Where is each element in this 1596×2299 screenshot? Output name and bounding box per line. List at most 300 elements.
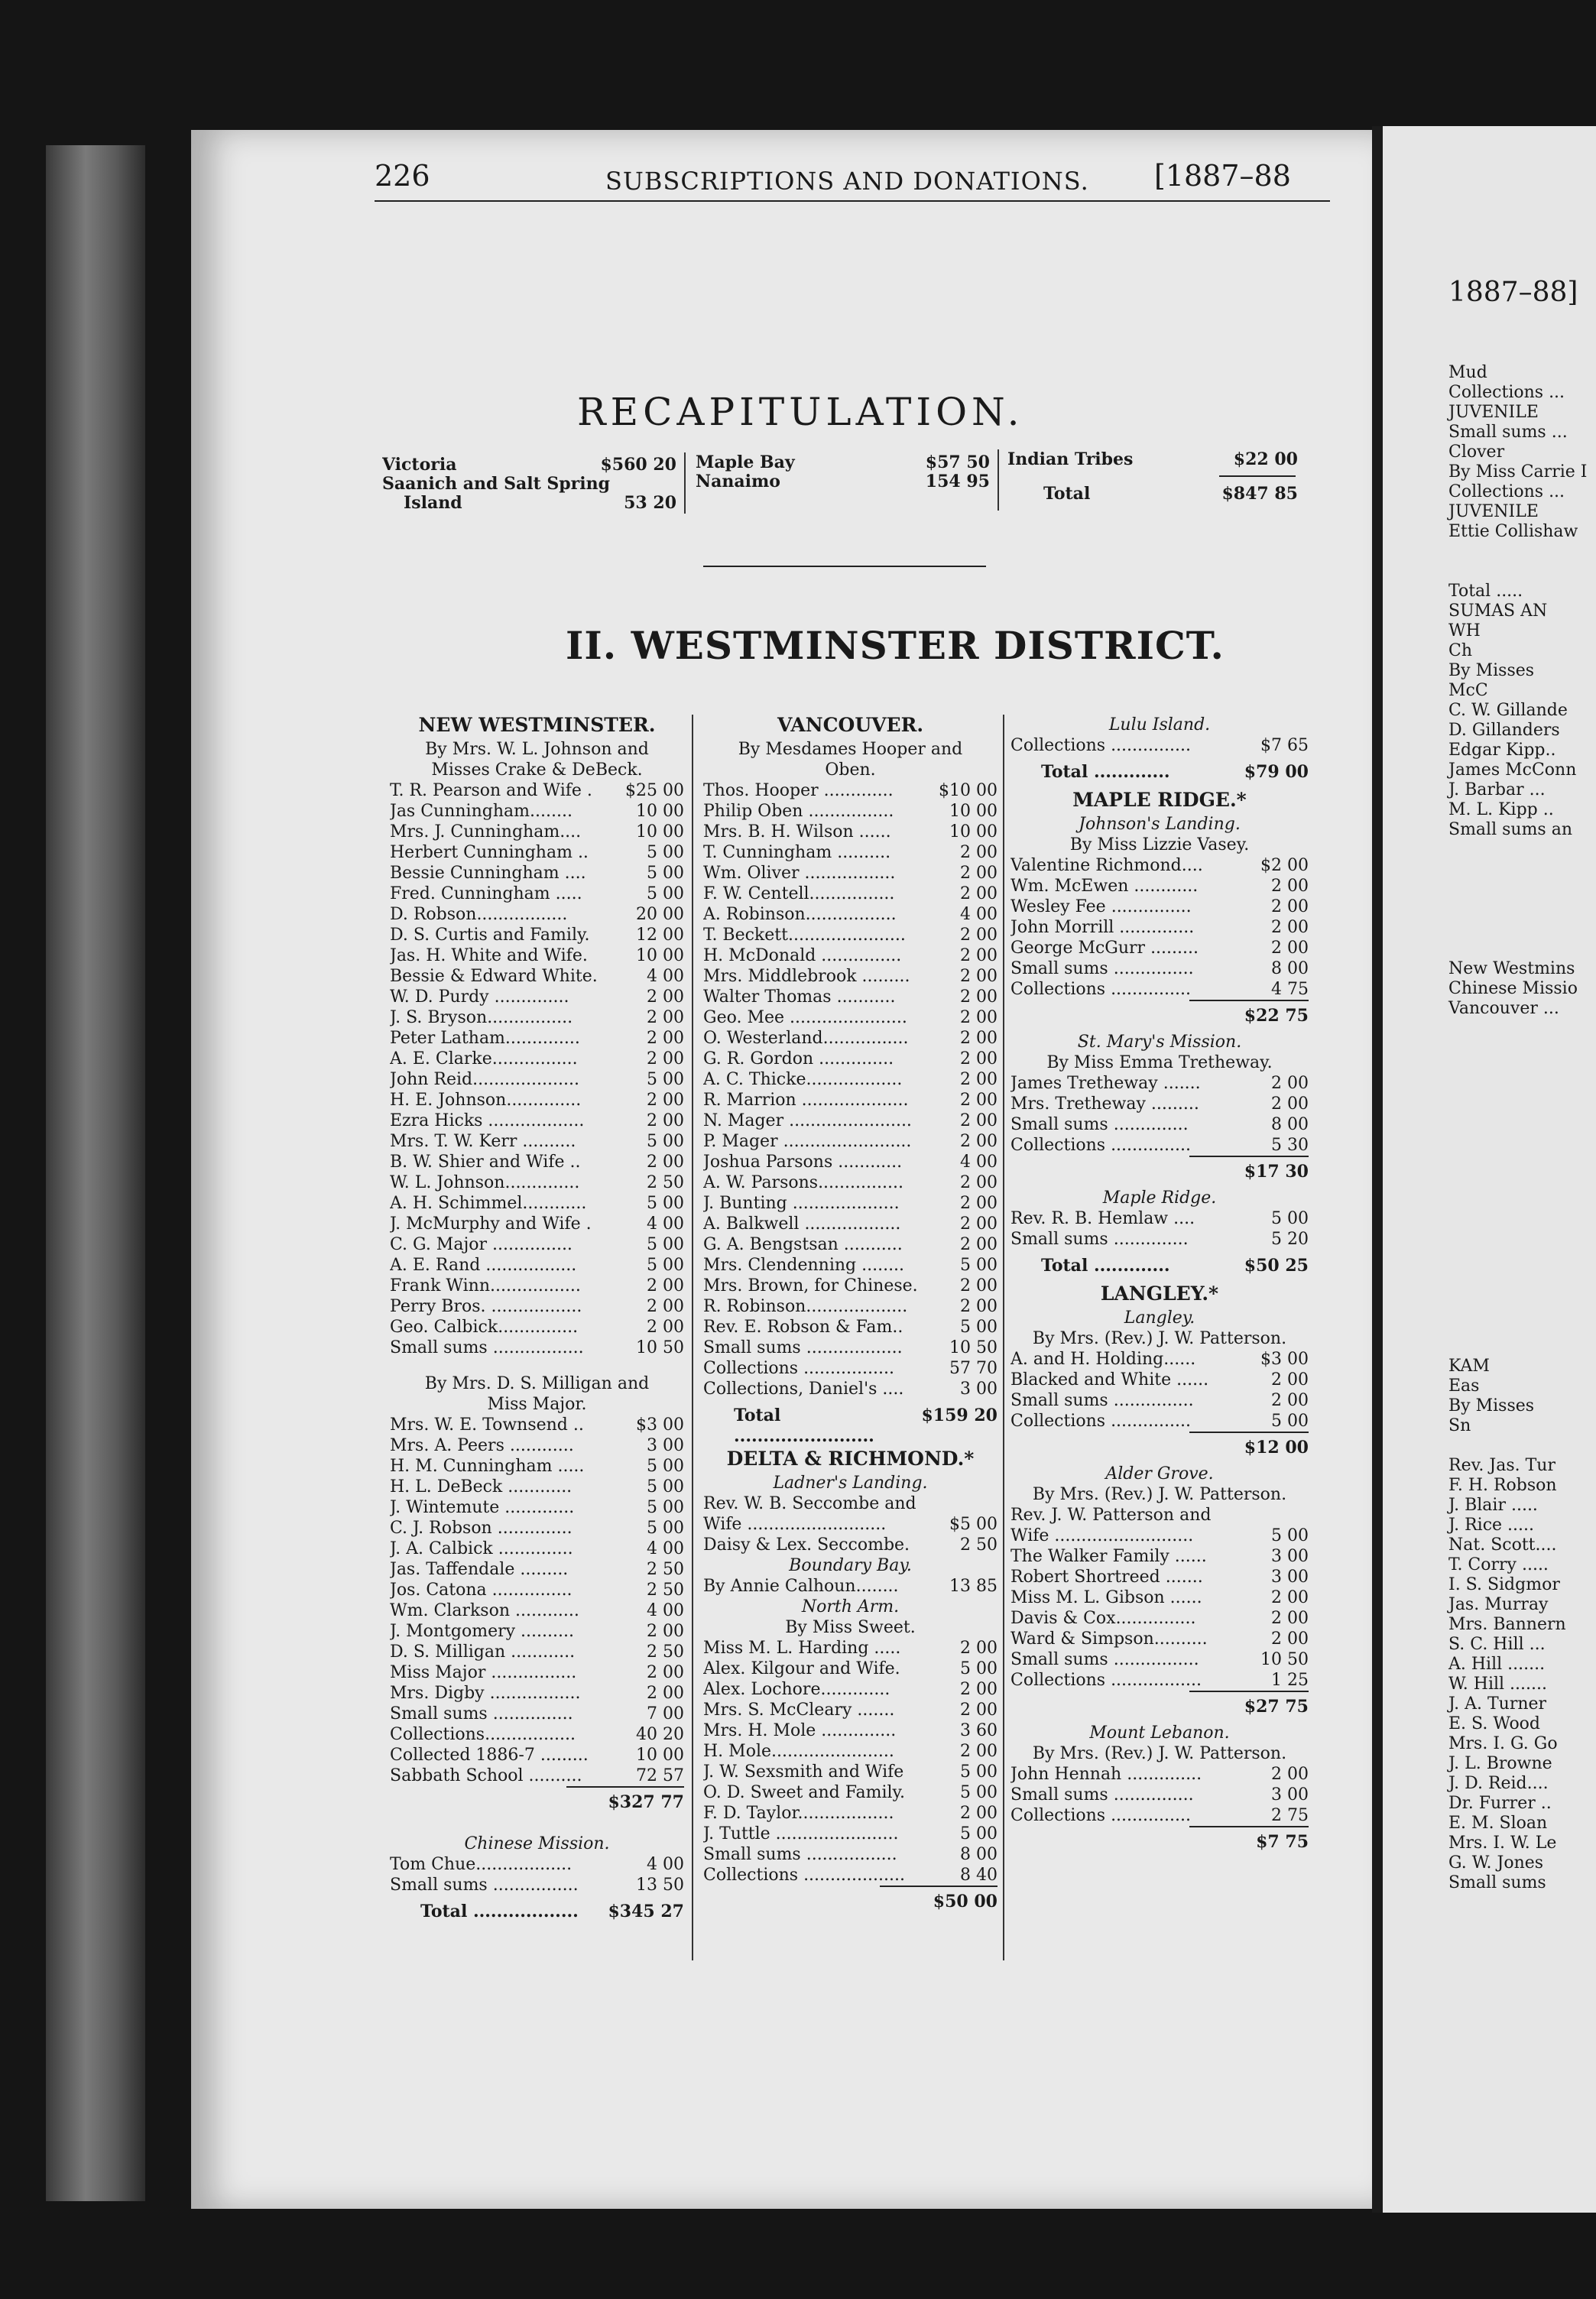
donor-name: Collections ............... xyxy=(1010,1412,1191,1431)
donor-name: Herbert Cunningham .. xyxy=(390,843,589,862)
right-page-line: A. Hill ....... xyxy=(1448,1655,1546,1674)
donor-amount: 2 00 xyxy=(960,1639,998,1658)
donor-amount: $3 00 xyxy=(1260,1350,1309,1369)
right-page-line: James McConn xyxy=(1448,760,1577,780)
right-page-line xyxy=(1448,860,1587,880)
right-page-line xyxy=(1448,1198,1587,1218)
right-page-line: Mrs. I. W. Le xyxy=(1448,1834,1557,1853)
donor-name: J. Wintemute ............. xyxy=(390,1498,575,1517)
donor-row xyxy=(390,1477,684,1497)
right-page-line: WH xyxy=(1448,621,1481,640)
right-page-line xyxy=(1448,880,1587,900)
donor-amount: 3 00 xyxy=(1271,1785,1309,1805)
right-page-line: Vancouver ... xyxy=(1448,999,1559,1018)
place-heading: Mount Lebanon. xyxy=(1089,1723,1230,1743)
recap-row: Maple Bay $57 50 xyxy=(696,452,990,472)
section-divider xyxy=(703,566,986,567)
donor-name: Jas Cunningham........ xyxy=(390,802,573,821)
donor-amount: 2 00 xyxy=(647,1318,684,1337)
donor-name: Rev. J. W. Patterson and xyxy=(1010,1506,1212,1525)
right-page-line: W. Hill ....... xyxy=(1448,1675,1547,1694)
donor-amount: 8 40 xyxy=(960,1866,998,1885)
donor-row xyxy=(703,1338,998,1358)
donor-row xyxy=(390,1069,684,1090)
donor-row xyxy=(390,1131,684,1152)
donor-amount: 2 00 xyxy=(647,1111,684,1130)
donor-row xyxy=(390,1338,684,1358)
donor-name: D. S. Milligan ............ xyxy=(390,1642,576,1662)
donor-amount: 2 00 xyxy=(960,1297,998,1316)
donor-name: Rev. R. B. Hemlaw .... xyxy=(1010,1209,1195,1228)
donor-name: John Morrill .............. xyxy=(1010,918,1195,937)
donor-amount: 2 00 xyxy=(960,1701,998,1720)
donor-row xyxy=(703,1111,998,1131)
donor-row xyxy=(1010,1608,1309,1629)
donor-row xyxy=(1010,1114,1309,1135)
donor-name: Small sums ............... xyxy=(1010,1785,1194,1805)
district-title: II. WESTMINSTER DISTRICT. xyxy=(566,623,1225,668)
donor-name: Valentine Richmond.... xyxy=(1010,856,1203,875)
place-heading: Langley. xyxy=(1124,1308,1195,1328)
subtotal: $17 30 xyxy=(1189,1156,1309,1188)
donor-amount: 40 20 xyxy=(636,1725,684,1744)
column-divider xyxy=(692,715,693,1960)
collector-line: By Miss Lizzie Vasey. xyxy=(1069,835,1250,854)
donor-name: Joshua Parsons ............ xyxy=(703,1153,903,1172)
right-page-line: New Westmins xyxy=(1448,959,1575,978)
donor-amount: 2 00 xyxy=(960,1235,998,1254)
total-row xyxy=(703,1399,998,1446)
donor-row xyxy=(703,1214,998,1234)
donor-row xyxy=(1010,1411,1309,1432)
right-page-line: JUVENILE xyxy=(1448,502,1539,521)
recap-row: Indian Tribes $22 00 xyxy=(1007,449,1298,469)
donor-name: H. M. Cunningham ..... xyxy=(390,1457,585,1476)
total-amount: $345 27 xyxy=(608,1902,684,1921)
donor-name: James Tretheway ....... xyxy=(1010,1074,1201,1093)
right-page-line: J. Blair ..... xyxy=(1448,1496,1538,1515)
donor-row xyxy=(703,1865,998,1886)
donor-name: Mrs. Clendenning ........ xyxy=(703,1256,905,1275)
donor-amount: 12 00 xyxy=(636,926,684,945)
donor-name: Collections ............... xyxy=(1010,980,1191,999)
donor-name: Small sums ............... xyxy=(1010,959,1194,978)
donor-amount: 2 00 xyxy=(960,1132,998,1151)
donor-name: Bessie & Edward White. xyxy=(390,967,598,986)
donor-row xyxy=(1010,1349,1309,1370)
donor-row xyxy=(390,1193,684,1214)
donor-row xyxy=(703,1700,998,1720)
donor-row xyxy=(703,1049,998,1069)
donor-row xyxy=(390,1317,684,1338)
donor-name: Blacked and White ...... xyxy=(1010,1370,1209,1389)
donor-row xyxy=(390,1875,684,1895)
spacer xyxy=(390,1358,684,1373)
right-page-line: J. L. Browne xyxy=(1448,1754,1552,1773)
right-page-line: By Misses xyxy=(1448,661,1535,680)
donor-name: W. L. Johnson.............. xyxy=(390,1173,580,1192)
donor-name: Frank Winn................. xyxy=(390,1276,581,1295)
right-page-line xyxy=(1448,1118,1587,1138)
donor-amount: 10 50 xyxy=(949,1338,998,1357)
right-page-line xyxy=(1448,1277,1587,1297)
section-heading: LANGLEY.* xyxy=(1100,1282,1219,1305)
donor-name: Collections ............... xyxy=(1010,1136,1191,1155)
donor-row xyxy=(390,1539,684,1559)
donor-row xyxy=(390,1255,684,1276)
right-page-line: Jas. Murray xyxy=(1448,1595,1549,1614)
donor-name: P. Mager ........................ xyxy=(703,1132,912,1151)
donor-amount: 2 00 xyxy=(647,1663,684,1682)
right-page-line: Mud xyxy=(1448,363,1487,382)
collector-line: By Mrs. (Rev.) J. W. Patterson. xyxy=(1032,1485,1287,1504)
donor-row xyxy=(703,780,998,801)
donor-row xyxy=(703,863,998,884)
donor-amount: 57 70 xyxy=(949,1359,998,1378)
donor-amount: 5 00 xyxy=(960,1318,998,1337)
donor-name: Wife .......................... xyxy=(703,1515,887,1534)
donor-row xyxy=(703,987,998,1007)
donor-amount: 2 00 xyxy=(960,1194,998,1213)
donor-row xyxy=(703,1296,998,1317)
donor-amount: 2 50 xyxy=(960,1535,998,1555)
donor-row xyxy=(703,1762,998,1782)
donor-amount: 5 00 xyxy=(1271,1412,1309,1431)
donor-name: Perry Bros. ................. xyxy=(390,1297,582,1316)
donor-name: B. W. Shier and Wife .. xyxy=(390,1153,581,1172)
right-page-line: JUVENILE xyxy=(1448,403,1539,422)
donor-row xyxy=(703,1234,998,1255)
donor-name: Mrs. B. H. Wilson ...... xyxy=(703,822,891,841)
donor-name: Sabbath School .......... xyxy=(390,1766,582,1785)
right-page-line xyxy=(1448,1178,1587,1198)
donor-row xyxy=(390,1090,684,1111)
donor-row xyxy=(390,1497,684,1518)
donor-name: R. Robinson................... xyxy=(703,1297,908,1316)
right-page-line xyxy=(1448,1237,1587,1257)
running-title: SUBSCRIPTIONS AND DONATIONS. xyxy=(605,167,1089,196)
right-page-line: Mrs. Bannern xyxy=(1448,1615,1566,1634)
donor-name: C. G. Major ............... xyxy=(390,1235,573,1254)
donor-amount: 2 00 xyxy=(1271,1609,1309,1628)
donor-name: Walter Thomas ........... xyxy=(703,987,896,1007)
donor-amount: 2 00 xyxy=(960,987,998,1007)
donor-name: Geo. Mee ...................... xyxy=(703,1008,907,1027)
donor-amount: 2 00 xyxy=(960,1173,998,1192)
recap-total-rule xyxy=(1219,475,1296,477)
donor-amount: 2 00 xyxy=(960,1049,998,1068)
donor-amount: 2 00 xyxy=(960,967,998,986)
donor-name: Geo. Calbick............... xyxy=(390,1318,579,1337)
donor-name: Wesley Fee ............... xyxy=(1010,897,1192,916)
header-rule xyxy=(375,200,1330,202)
donor-row xyxy=(390,1214,684,1234)
donor-row xyxy=(390,1621,684,1642)
donor-name: Miss M. L. Gibson ...... xyxy=(1010,1588,1202,1607)
donor-amount: 2 00 xyxy=(960,1804,998,1823)
donor-amount: 4 00 xyxy=(647,1601,684,1620)
donor-row xyxy=(703,1255,998,1276)
right-page-line xyxy=(1448,1317,1587,1337)
donor-amount: 5 00 xyxy=(1271,1526,1309,1545)
donor-amount: 10 00 xyxy=(636,822,684,841)
donor-amount: 4 00 xyxy=(647,1539,684,1558)
donor-row xyxy=(390,1600,684,1621)
donor-row xyxy=(1010,1587,1309,1608)
donor-row xyxy=(1010,938,1309,958)
donor-name: T. Cunningham .......... xyxy=(703,843,891,862)
recap-row: Island 53 20 xyxy=(404,493,676,513)
donor-amount: 4 00 xyxy=(647,1855,684,1874)
donor-name: Small sums ................. xyxy=(703,1845,897,1864)
donor-row xyxy=(703,925,998,945)
section-heading: NEW WESTMINSTER. xyxy=(418,714,656,736)
donor-name: Collections ................. xyxy=(703,1359,894,1378)
right-page-line: G. W. Jones xyxy=(1448,1853,1544,1873)
donor-row xyxy=(1010,917,1309,938)
donor-row xyxy=(703,1535,998,1555)
donor-name: Jas. Taffendale ......... xyxy=(390,1560,569,1579)
donor-amount: 2 50 xyxy=(647,1173,684,1192)
donor-name: Wm. Clarkson ............ xyxy=(390,1601,579,1620)
right-page-line: E. M. Sloan xyxy=(1448,1814,1548,1833)
right-page-line: Clover xyxy=(1448,443,1505,462)
right-page-line: Chinese Missio xyxy=(1448,979,1578,998)
donor-amount: 3 00 xyxy=(1271,1568,1309,1587)
donor-name: D. S. Curtis and Family. xyxy=(390,926,590,945)
donor-amount: $5 00 xyxy=(949,1515,998,1534)
donor-amount: $2 00 xyxy=(1260,856,1309,875)
donor-row xyxy=(390,1724,684,1745)
donor-name: Alex. Lochore............. xyxy=(703,1680,890,1699)
donor-row xyxy=(703,904,998,925)
donor-row xyxy=(703,1317,998,1338)
donor-row xyxy=(703,801,998,822)
donor-name: Mrs. H. Mole .............. xyxy=(703,1721,897,1740)
donor-name: Small sums ................ xyxy=(1010,1650,1199,1669)
donor-row xyxy=(1010,1649,1309,1670)
donor-name: The Walker Family ...... xyxy=(1010,1547,1207,1566)
donor-amount: 2 50 xyxy=(647,1642,684,1662)
donor-row xyxy=(703,1659,998,1679)
donor-row xyxy=(1010,1073,1309,1094)
donor-amount: 2 00 xyxy=(1271,1074,1309,1093)
donor-row xyxy=(390,1854,684,1875)
donor-row xyxy=(1010,1229,1309,1250)
donor-row xyxy=(703,1007,998,1028)
right-page-line xyxy=(1448,840,1587,860)
donor-row xyxy=(390,1559,684,1580)
right-page-line: E. S. Wood xyxy=(1448,1714,1541,1733)
donor-row xyxy=(1010,1208,1309,1229)
donor-name: Mrs. Tretheway ......... xyxy=(1010,1094,1199,1114)
total-amount: $159 20 xyxy=(921,1406,998,1425)
right-page-line: M. L. Kipp .. xyxy=(1448,800,1554,819)
right-page-line: KAM xyxy=(1448,1357,1490,1376)
donor-row xyxy=(1010,876,1309,897)
total-label: Total ............. xyxy=(1041,762,1170,782)
donor-row xyxy=(1010,1567,1309,1587)
donor-amount: 2 50 xyxy=(647,1581,684,1600)
right-page-line: McC xyxy=(1448,681,1488,700)
right-page-line: Edgar Kipp.. xyxy=(1448,741,1556,760)
donor-amount: 2 00 xyxy=(960,1029,998,1048)
donor-name: O. D. Sweet and Family. xyxy=(703,1783,906,1802)
donor-name: Small sums ................ xyxy=(390,1876,579,1895)
donor-row xyxy=(703,1172,998,1193)
donor-row xyxy=(703,1069,998,1090)
donor-name: Collections................. xyxy=(390,1725,576,1744)
donor-name: Davis & Cox............... xyxy=(1010,1609,1196,1628)
donor-amount: $7 65 xyxy=(1260,736,1309,755)
right-page-line xyxy=(1448,542,1587,562)
donor-name: Philip Oben ................ xyxy=(703,802,894,821)
book-binding xyxy=(46,145,145,2201)
donor-amount: 2 00 xyxy=(960,1091,998,1110)
right-page-header: 1887–88] xyxy=(1448,277,1578,308)
donor-amount: 2 50 xyxy=(647,1560,684,1579)
donor-row xyxy=(390,863,684,884)
donor-name: W. D. Purdy .............. xyxy=(390,987,569,1007)
donor-name: Miss M. L. Harding ..... xyxy=(703,1639,901,1658)
right-page-line: I. S. Sidgmor xyxy=(1448,1575,1560,1594)
donor-row xyxy=(390,1683,684,1704)
donor-amount: 3 00 xyxy=(960,1380,998,1399)
donor-row xyxy=(390,1580,684,1600)
collector-line: By Mrs. (Rev.) J. W. Patterson. xyxy=(1032,1329,1287,1348)
right-page-line: T. Corry ..... xyxy=(1448,1555,1549,1574)
right-page-line: S. C. Hill ... xyxy=(1448,1635,1546,1654)
donor-row xyxy=(703,1741,998,1762)
donor-amount: 2 00 xyxy=(647,1297,684,1316)
donor-amount: 5 00 xyxy=(960,1659,998,1678)
donor-name: Small sums .............. xyxy=(1010,1115,1189,1134)
right-page-line: By Miss Carrie I xyxy=(1448,462,1588,482)
donor-name: J. Montgomery .......... xyxy=(390,1622,574,1641)
donor-amount: 3 00 xyxy=(1271,1547,1309,1566)
donor-name: A. C. Thicke.................. xyxy=(703,1070,903,1089)
recap-row: Nanaimo 154 95 xyxy=(696,472,990,491)
donor-amount: 2 00 xyxy=(1271,1370,1309,1389)
collector-line: Misses Crake & DeBeck. xyxy=(431,760,643,780)
donor-name: Robert Shortreed ....... xyxy=(1010,1568,1203,1587)
right-page-line: Mrs. I. G. Go xyxy=(1448,1734,1558,1753)
donor-row xyxy=(390,1007,684,1028)
right-page-line xyxy=(1448,1297,1587,1317)
donor-amount: 4 00 xyxy=(647,1214,684,1234)
donor-name: G. R. Gordon .............. xyxy=(703,1049,894,1068)
donor-name: Collections ................... xyxy=(703,1866,905,1885)
donor-amount: 2 00 xyxy=(960,946,998,965)
donor-amount: 2 00 xyxy=(960,884,998,903)
total-amount: $50 25 xyxy=(1244,1256,1309,1276)
right-page-line xyxy=(1448,1019,1587,1039)
place-heading: North Arm. xyxy=(801,1597,900,1616)
donor-name: By Annie Calhoun........ xyxy=(703,1577,899,1596)
donor-amount: 2 00 xyxy=(1271,877,1309,896)
donor-amount xyxy=(1255,1505,1309,1526)
donor-name: A. E. Clarke................ xyxy=(390,1049,578,1068)
right-page-line: Nat. Scott.... xyxy=(1448,1535,1557,1555)
place-heading: Chinese Mission. xyxy=(464,1834,610,1853)
donor-amount: $3 00 xyxy=(636,1415,684,1435)
donor-amount: 8 00 xyxy=(1271,1115,1309,1134)
right-page-line: Rev. Jas. Tur xyxy=(1448,1456,1555,1475)
subtotal: $50 00 xyxy=(880,1886,998,1918)
donor-row xyxy=(1010,735,1309,756)
donor-row xyxy=(1010,1764,1309,1785)
donor-amount: 5 00 xyxy=(647,864,684,883)
donor-amount: 5 00 xyxy=(960,1762,998,1782)
donor-row xyxy=(1010,855,1309,876)
place-heading: Boundary Bay. xyxy=(789,1556,912,1575)
donor-amount: 5 00 xyxy=(647,843,684,862)
donor-amount: 2 00 xyxy=(647,1029,684,1048)
donor-row xyxy=(703,1379,998,1399)
donor-row xyxy=(390,1172,684,1193)
donor-row xyxy=(703,1514,998,1535)
donor-name: Small sums ................. xyxy=(390,1338,584,1357)
donor-amount: 2 00 xyxy=(960,926,998,945)
column-vancouver xyxy=(703,715,998,1918)
right-page-text xyxy=(1448,363,1587,1893)
right-page-line: By Misses xyxy=(1448,1396,1535,1415)
donor-name: Collections ............... xyxy=(1010,1806,1191,1825)
right-page-line: J. D. Reid.... xyxy=(1448,1774,1549,1793)
donor-name: J. S. Bryson................ xyxy=(390,1008,573,1027)
donor-name: Miss Major ................ xyxy=(390,1663,577,1682)
donor-row xyxy=(703,1090,998,1111)
donor-amount: 2 00 xyxy=(960,1680,998,1699)
donor-name: J. W. Sexsmith and Wife xyxy=(703,1762,904,1782)
donor-amount: 72 57 xyxy=(636,1766,684,1785)
right-page-line xyxy=(1448,1218,1587,1237)
section-heading: VANCOUVER. xyxy=(777,714,924,736)
donor-name: H. Mole....................... xyxy=(703,1742,894,1761)
donor-row xyxy=(390,1234,684,1255)
donor-amount: 10 00 xyxy=(636,802,684,821)
donor-row xyxy=(390,945,684,966)
donor-row xyxy=(390,1456,684,1477)
donor-row xyxy=(703,1824,998,1844)
donor-amount: 2 00 xyxy=(1271,939,1309,958)
donor-row xyxy=(1010,1629,1309,1649)
section-heading: DELTA & RICHMOND.* xyxy=(726,1448,975,1470)
collector-line: By Mesdames Hooper and xyxy=(738,740,963,759)
donor-row xyxy=(390,884,684,904)
donor-row xyxy=(390,1662,684,1683)
place-heading: Maple Ridge. xyxy=(1102,1188,1217,1208)
donor-amount: 2 00 xyxy=(1271,897,1309,916)
donor-name: Thos. Hooper ............. xyxy=(703,781,894,800)
right-page-line: Small sums ... xyxy=(1448,423,1568,442)
donor-amount: 2 00 xyxy=(647,987,684,1007)
donor-name: Small sums ............... xyxy=(1010,1391,1194,1410)
donor-name: A. Balkwell .................. xyxy=(703,1214,901,1234)
donor-row xyxy=(703,842,998,863)
right-page-line: J. Barbar ... xyxy=(1448,780,1546,799)
page-number: 226 xyxy=(375,159,430,193)
donor-row xyxy=(703,1152,998,1172)
donor-amount: 13 85 xyxy=(949,1577,998,1596)
donor-row xyxy=(1010,1526,1309,1546)
donor-amount: 2 00 xyxy=(960,1742,998,1761)
right-page-line xyxy=(1448,1158,1587,1178)
right-page-line: SUMAS AN xyxy=(1448,602,1548,621)
donor-name: Mrs. A. Peers ............ xyxy=(390,1436,574,1455)
donor-amount: 5 00 xyxy=(647,1256,684,1275)
donor-amount: 2 00 xyxy=(960,843,998,862)
